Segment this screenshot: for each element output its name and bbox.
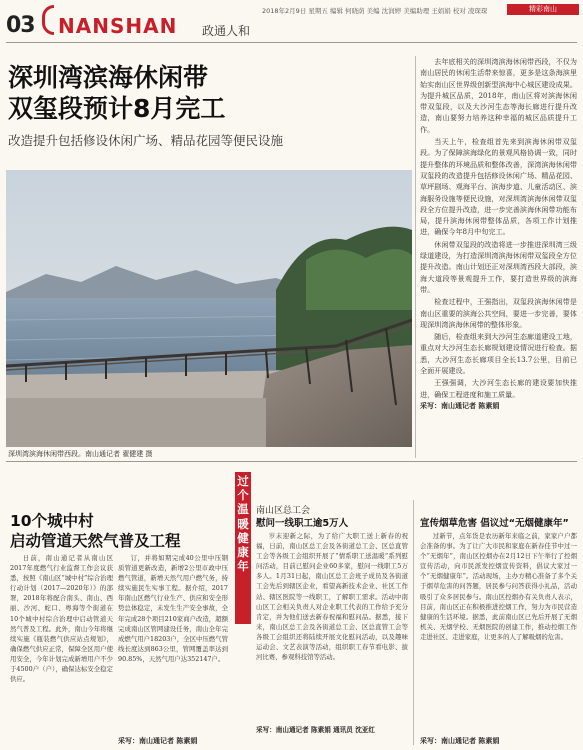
- column-divider: [413, 500, 414, 745]
- main-headline: [8, 62, 225, 124]
- section-name-cn: 政通人和: [202, 24, 251, 38]
- main-paragraph: 当天上午，检查组首先来到滨海休闲带双玺段。为了保障滨海绿化的景观风格协调一致，同时提升整体的环境品质和整体改善，深湾滨海休闲带双玺段的改造提升包括修设休闲广场、精品花园、草坪剧场、观海平台、滨海步道、儿童活动区、滨海服务设施等便民设施，对深圳湾滨海休闲带双玺段全方位提升改造，进一步完善滨海休闲带功能布局，提升滨海休闲带整体品质，各项工作计划推进，确保今年8月中旬完工。: [420, 137, 577, 237]
- gas-story-paragraph: 订，并将如期完成40公里中压钢质管道更新改造，新增2公里市政中压燃气管道，新增天然气用户燃气务，持续实施民生实事工程。据介绍，2017年南山区燃气行业生产、供应和安全形势总体稳定，未发生生产安全事故，全年完成28个项目210家商户改造，超额完成南山区管网建设任务，南山全年完成燃气用户18203户，全区中压燃气管线长度达到863公里，管网覆盖率达到90.85%，天然气用户达352147户。: [118, 554, 228, 663]
- gas-story-reporter: 采写：南山通记者 陈素娟: [118, 737, 198, 745]
- gas-story-col2: [118, 553, 228, 733]
- banner-char: 暖: [237, 516, 249, 531]
- header-divider: [6, 42, 577, 43]
- edition-meta: 2018年2月9日 星期五 编辑 何晓荫 美编 沈润婷 美编助理 王娟娟 校对 凌琛琛: [262, 7, 488, 15]
- gas-headline-line1: 10个城中村: [10, 512, 94, 530]
- banner-char: 个: [237, 488, 249, 503]
- main-paragraph: 王强强调，大沙河生态长廊的建设要加快推进，确保工程进度和施工质量。: [420, 378, 577, 399]
- main-headline-line2: 双玺段预计8月完工: [8, 94, 226, 123]
- union-story-paragraph: 岁末迎新之际，为了给广大职工送上新春的祝福，日前，南山区总工会及各街道总工会、区总直管工会等各级工会组织开展了“情系职工送温暖”系列慰问活动，目前已慰问企业60多家，慰问一线职工5万多人。1月31日起，南山区总工会班子成员及各街道工会先后到辖区企业，看望高新技术企业、社区工作站、辖区医院等一线职工，了解职工需求。活动中南山区工会相关负责人对企业职工代表的工作给予充分肯定，并为他们送去新春祝福和慰问品。据悉，接下来，南山区总工会及各街道总工会、区总直管工会等各级工会组织还将陆续开展文化慰问活动，以及趣味运动会、文艺表演等活动，组织职工春节看电影、拔河比赛、参观科技馆等活动。: [256, 532, 408, 662]
- smoking-story-headline: 宣传烟草危害 倡议过“无烟健康年”: [420, 518, 569, 529]
- page-number: 03: [6, 13, 35, 38]
- gas-story-headline: [10, 511, 181, 551]
- banner-char: 康: [237, 545, 249, 560]
- union-story-body: [256, 531, 408, 723]
- gas-story-paragraph: 日前，南山通记者从南山区2017年度燃气行业监督工作会议获悉，按照《南山区“城中村”综合治理行动计划（2017—2020年）》的部署，2018年将配合南头、南山、西丽、沙河、蛇口、粤海等个街道在10个城中村综合治理中启动管道天然气普及工程。此外，南山今年将继续实施《瓶装燃气供应站点规划》，确保燃气供应正常，保障全区用户使用安全，今年计划完成新增用户不少于4500户（户），确保达标安全稳定供应。: [10, 554, 113, 684]
- photo-caption: 深圳湾滨海休闲带西段。南山通记者 翟健建 摄: [8, 450, 153, 458]
- union-story-headline: 慰问一线职工逾5万人: [256, 518, 349, 529]
- main-reporter: 采写：南山通记者 陈素娟: [420, 401, 500, 410]
- gas-headline-line2: 启动管道天然气普及工程: [10, 532, 181, 550]
- smoking-story-body: [420, 531, 577, 732]
- gas-story-col1: [10, 553, 113, 743]
- warm-year-banner: [235, 472, 251, 624]
- banner-char: 年: [237, 559, 249, 574]
- main-story-body: [420, 56, 577, 412]
- waterfront-photo: [6, 170, 412, 447]
- banner-char: 健: [237, 530, 249, 545]
- smoking-story-paragraph: 过新节，点年货是农历新年来临之前，家家户户都会准备的事。为了让广大市民和家庭在新春佳节中过一个“无烟年”，南山区控烟办在2月12日下午举行了控烟宣传活动，向市民派发控烟宣传资料，倡议大家过一个“无烟健康年”。活动现场，主办方精心准备了多个关于烟草危害的问答题，居民参与问答获得小礼品，活动吸引了众多居民参与。南山区控烟办有关负责人表示，目前，南山区正在积极推进控烟工作，努力为市民营造健康的生活环境。据悉，此前南山区已先后开展了无烟机关、无烟学校、无烟医院的创建工作，推动控烟工作走进社区、走进家庭，让更多的人了解吸烟的危害。: [420, 532, 577, 641]
- main-headline-line1: 深圳湾滨海休闲带: [8, 63, 209, 92]
- banner-char: 温: [237, 502, 249, 517]
- main-paragraph: 随后，检查组来到大沙河生态廊道建设工地，重点对大沙河生态长廊规划建设情况进行检查。据悉，大沙河生态长廊项目全长13.7公里，目前已全面开展建设。: [420, 332, 577, 376]
- column-divider: [415, 56, 416, 458]
- main-paragraph: 去年底相关的深圳湾滨海休闲带西段，不仅为南山居民的休闲生活带来惊喜，更多是这条海滨里始实南山区世界级创新型滨海中心城区建设成果。为提升城区品质，2018年，南山区将对滨海休闲带双玺段，以及大沙河生态等海长廊进行提升改造，南山要努力培养这种幸福的城区品质提升工作。: [420, 57, 577, 134]
- brand-badge: 精彩南山: [507, 4, 579, 15]
- main-paragraph: 检查过程中，王强指出，双玺段滨海休闲带是南山区重要的滨海公共空间，要进一步完善，要体现深圳湾滨海休闲带的整体形象。: [420, 297, 577, 329]
- banner-char: 过: [237, 474, 249, 488]
- page-header: [0, 0, 583, 44]
- waterfront-photo-illustration: [6, 170, 412, 447]
- main-subhead: 改造提升包括修设休闲广场、精品花园等便民设施: [8, 133, 284, 148]
- section-name-en: NANSHAN: [58, 14, 178, 38]
- union-story-reporter: 采写：南山通记者 陈素娟 通讯员 沈亚红: [256, 726, 375, 734]
- smoking-story-reporter: 采写：南山通记者 陈素娟: [420, 737, 500, 745]
- main-paragraph: 休闲带双玺段的改造将进一步推进深圳湾三级绿道建设，为打造深圳湾滨海休闲带双玺段全方位提升改造。南山计划还正对深圳湾西段大部段，滨海大道段等景观提升工作，要打造世界级的滨海带。: [420, 239, 577, 294]
- header-arc-decoration: [42, 5, 54, 35]
- union-story-kicker: 南山区总工会: [256, 506, 311, 516]
- section-divider: [6, 461, 577, 462]
